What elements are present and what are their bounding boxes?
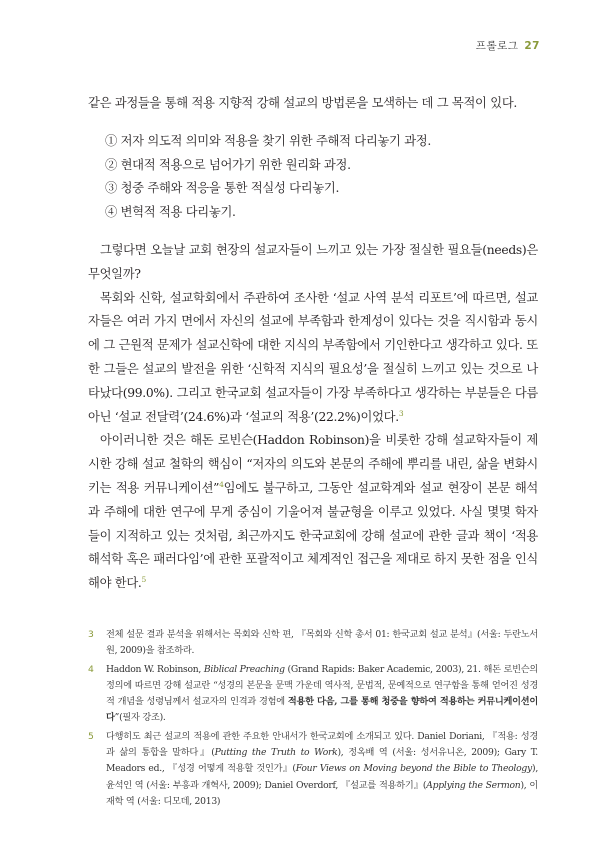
paragraph-survey-text: 목회와 신학, 설교학회에서 주관하여 조사한 ‘설교 사역 분석 리포트’에 따르면, 설교자들은 여러 가지 면에서 자신의 설교에 부족함과 한계성이 있다는 것을 직시함과 동시에 그 근원적 문제가 설교신학에 대한 지식의 부족함에서 기인한다고 생각하고 있다. 또한 그들은 설교의 발전을 위한 ‘신학적 지식의 필요성’을 절실히 느끼고 있는 것으로 나타났다(99.0%). 그리고 한국교회 설교자들이 가장 부족하다고 생각하는 부분들은 다름 아닌 ‘설교 전달력’(24.6%)과 ‘설교의 적용’(22.2%)이었다. — [88, 290, 538, 424]
footnote-text-c: ”(필자 강조). — [114, 712, 166, 724]
footnote-ref-4[interactable]: 4 — [219, 479, 224, 489]
paragraph-question: 그렇다면 오늘날 교회 현장의 설교자들이 느끼고 있는 가장 절실한 필요들(needs)은 무엇일까? — [88, 242, 538, 281]
footnote-text-a: Haddon W. Robinson, — [106, 663, 204, 675]
list-item: ④ 변혁적 적용 다리놓기. — [105, 205, 236, 220]
book-title: Applying the Sermon — [426, 779, 521, 791]
book-title: Four Views on Moving beyond the Bible to Theology — [295, 763, 532, 775]
footnote-text-b: (Grand Rapids: Baker Academic, 2003), 21. 해돈 로빈슨의 정의에 따르면 강해 설교란 “성경의 본문을 문맥 가운데 역사적, 문법적, 문예적으로 연구함을 통해 얻어진 성경적 개념을 성령님께서 설교자의 인격과 경험에 — [106, 663, 538, 708]
footnote-number: 5 — [88, 730, 94, 742]
footnote-text-b: ), 정옥배 역 (서울: 성서유니온, 2009); Gary T. Meadors ed., 『성경 어떻게 적용할 것인가』( — [106, 747, 538, 775]
book-title: Putting the Truth to Work — [214, 747, 338, 759]
footnotes — [88, 627, 538, 812]
footnote-text-c: ), 윤석인 역 (서울: 부흥과 개혁사, 2009); Daniel Overdorf, 『설교를 적용하기』( — [106, 763, 538, 791]
intro-paragraph: 같은 과정들을 통해 적용 지향적 강해 설교의 방법론을 모색하는 데 그 목적이 있다. — [88, 96, 518, 110]
footnote-text: 전체 설문 결과 분석을 위해서는 목회와 신학 편, 『목회와 신학 총서 01: 한국교회 설교 분석』(서울: 두란노서원, 2009)을 참조하라. — [106, 629, 538, 657]
list-item: ① 저자 의도적 의미와 적용을 찾기 위한 주해적 다리놓기 과정. — [105, 133, 431, 148]
footnote — [88, 662, 538, 727]
page-number: 27 — [524, 40, 540, 52]
process-list — [88, 130, 538, 225]
body-text — [88, 92, 538, 596]
paragraph-survey — [88, 287, 538, 430]
running-header — [476, 38, 540, 53]
paragraph-irony-text-b: 임에도 불구하고, 그동안 설교학계와 설교 현장이 본문 해석과 주해에 대한 연구에 무게 중심이 기울어져 불균형을 이루고 있었다. 사실 몇몇 학자들이 지적하고 있는 것처럼, 최근까지도 한국교회에 강해 설교에 관한 글과 책이 ‘적용 해석학 혹은 패러다임’에 관한 포괄적이고 체계적인 접근을 제대로 하지 못한 점을 인식해야 한다. — [88, 480, 539, 591]
footnote-text-a: 다행히도 최근 설교의 적용에 관한 주요한 안내서가 한국교회에 소개되고 있다. Daniel Doriani, 『적용: 성경과 삶의 통합을 말하다』( — [106, 730, 538, 759]
list-item: ③ 청중 주해와 적응을 통한 적실성 다리놓기. — [105, 181, 340, 196]
footnote — [88, 627, 538, 660]
paragraph-irony — [88, 429, 538, 596]
footnote-text-d: ), 이재학 역 (서울: 디모데, 2013) — [106, 779, 538, 807]
footnote-ref-5[interactable]: 5 — [141, 575, 147, 585]
list-item: ② 현대적 적용으로 넘어가기 위한 원리화 과정. — [105, 157, 351, 172]
paragraph-irony-text-a: 아이러니한 것은 해돈 로빈슨(Haddon Robinson)을 비롯한 강해 설교학자들이 제시한 강해 설교 철학의 핵심이 “저자의 의도와 본문의 주해에 뿌리를 내린, 삶을 변화시키는 적용 커뮤니케이션” — [88, 433, 538, 495]
footnote-number: 4 — [88, 663, 94, 675]
footnote-ref-3[interactable]: 3 — [398, 408, 404, 418]
footnote-number: 3 — [88, 629, 94, 640]
running-header-title: 프롤로그 — [475, 40, 519, 52]
emphasis-text: 적용한 다음, 그를 통해 청중을 향하여 적용하는 커뮤니케이션이다 — [106, 696, 539, 724]
footnote — [88, 729, 538, 810]
book-title: Biblical Preaching — [203, 663, 285, 675]
